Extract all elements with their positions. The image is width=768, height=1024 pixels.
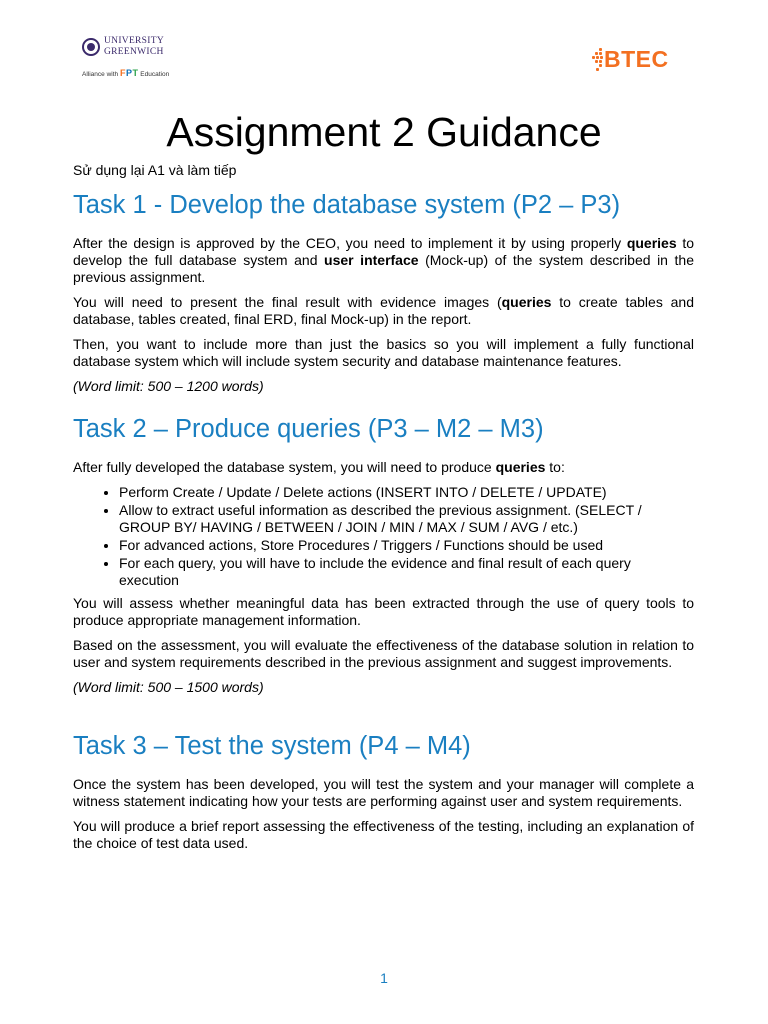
alliance-fpt-logo [82,68,169,80]
task2-intro: After fully developed the database system, you will need to produce queries to: [73,459,565,475]
task1-section [73,189,694,395]
task1-paragraph2: You will need to present the final result with evidence images (queries to create tables and database, tables created, final ERD, final Mock-up) in the report. [73,294,694,327]
page-title: Assignment 2 Guidance [166,109,602,155]
task1-word-limit: (Word limit: 500 – 1200 words) [73,378,264,394]
task2-paragraph1: You will assess whether meaningful data has been extracted through the use of query tools to produce appropriate management information. [73,595,694,628]
document-body [73,162,694,860]
subtitle: Sử dụng lại A1 và làm tiếp [73,162,237,178]
university-line2: GREENWICH [104,47,164,57]
list-item: • For advanced actions, Store Procedures / Triggers / Functions should be used [119,537,694,554]
task2-heading: Task 2 – Produce queries (P3 – M2 – M3) [73,415,544,443]
fpt-letter-t: T [132,68,139,78]
list-item: • Allow to extract useful information as described the previous assignment. (SELECT / GROUP BY/ HAVING / BETWEEN / JOIN / MIN / MAX / SUM / AVG / etc.) [119,502,694,536]
task1-heading: Task 1 - Develop the database system (P2 – P3) [73,191,621,219]
task2-bullet-list [73,484,694,589]
task3-section [73,730,694,852]
task2-word-limit: (Word limit: 500 – 1500 words) [73,679,264,695]
fpt-letter-p: P [125,68,133,78]
university-line1: UNIVERSITY [104,36,164,46]
btec-logo [592,44,682,74]
task3-paragraph2: You will produce a brief report assessing the effectiveness of the testing, including an explanation of the choice of test data used. [73,818,694,851]
task2-section [73,413,694,696]
university-crest-icon [82,38,100,56]
page-number: 1 [380,970,388,986]
list-item: • For each query, you will have to include the evidence and final result of each query execution [119,555,694,589]
page-header [0,0,768,100]
btec-dots-icon [592,46,604,72]
fpt-letter-f: F [119,68,126,78]
alliance-suffix: Education [140,71,170,78]
task2-paragraph2: Based on the assessment, you will evaluate the effectiveness of the database solution in relation to user and system requirements described in the previous assignment and suggest improvements. [73,637,694,670]
task1-paragraph3: Then, you want to include more than just the basics so you will implement a fully functional database system which will include system security and database maintenance features. [73,336,694,369]
alliance-text: Alliance with [82,71,119,78]
task1-paragraph1: After the design is approved by the CEO, you need to implement it by using properly queries to develop the full database system and user interface (Mock-up) of the system described in the previous assignment. [73,235,694,285]
list-item: • Perform Create / Update / Delete actions (INSERT INTO / DELETE / UPDATE) [119,484,694,501]
university-of-greenwich-logo [82,36,202,84]
task3-paragraph1: Once the system has been developed, you will test the system and your manager will complete a witness statement indicating how your tests are performing against user and system requirements. [73,776,694,809]
fpt-logo [120,68,139,78]
university-name [104,36,204,58]
task3-heading: Task 3 – Test the system (P4 – M4) [73,732,471,760]
university-line2-wrap [104,47,204,58]
btec-logo-text: BTEC [604,46,669,72]
